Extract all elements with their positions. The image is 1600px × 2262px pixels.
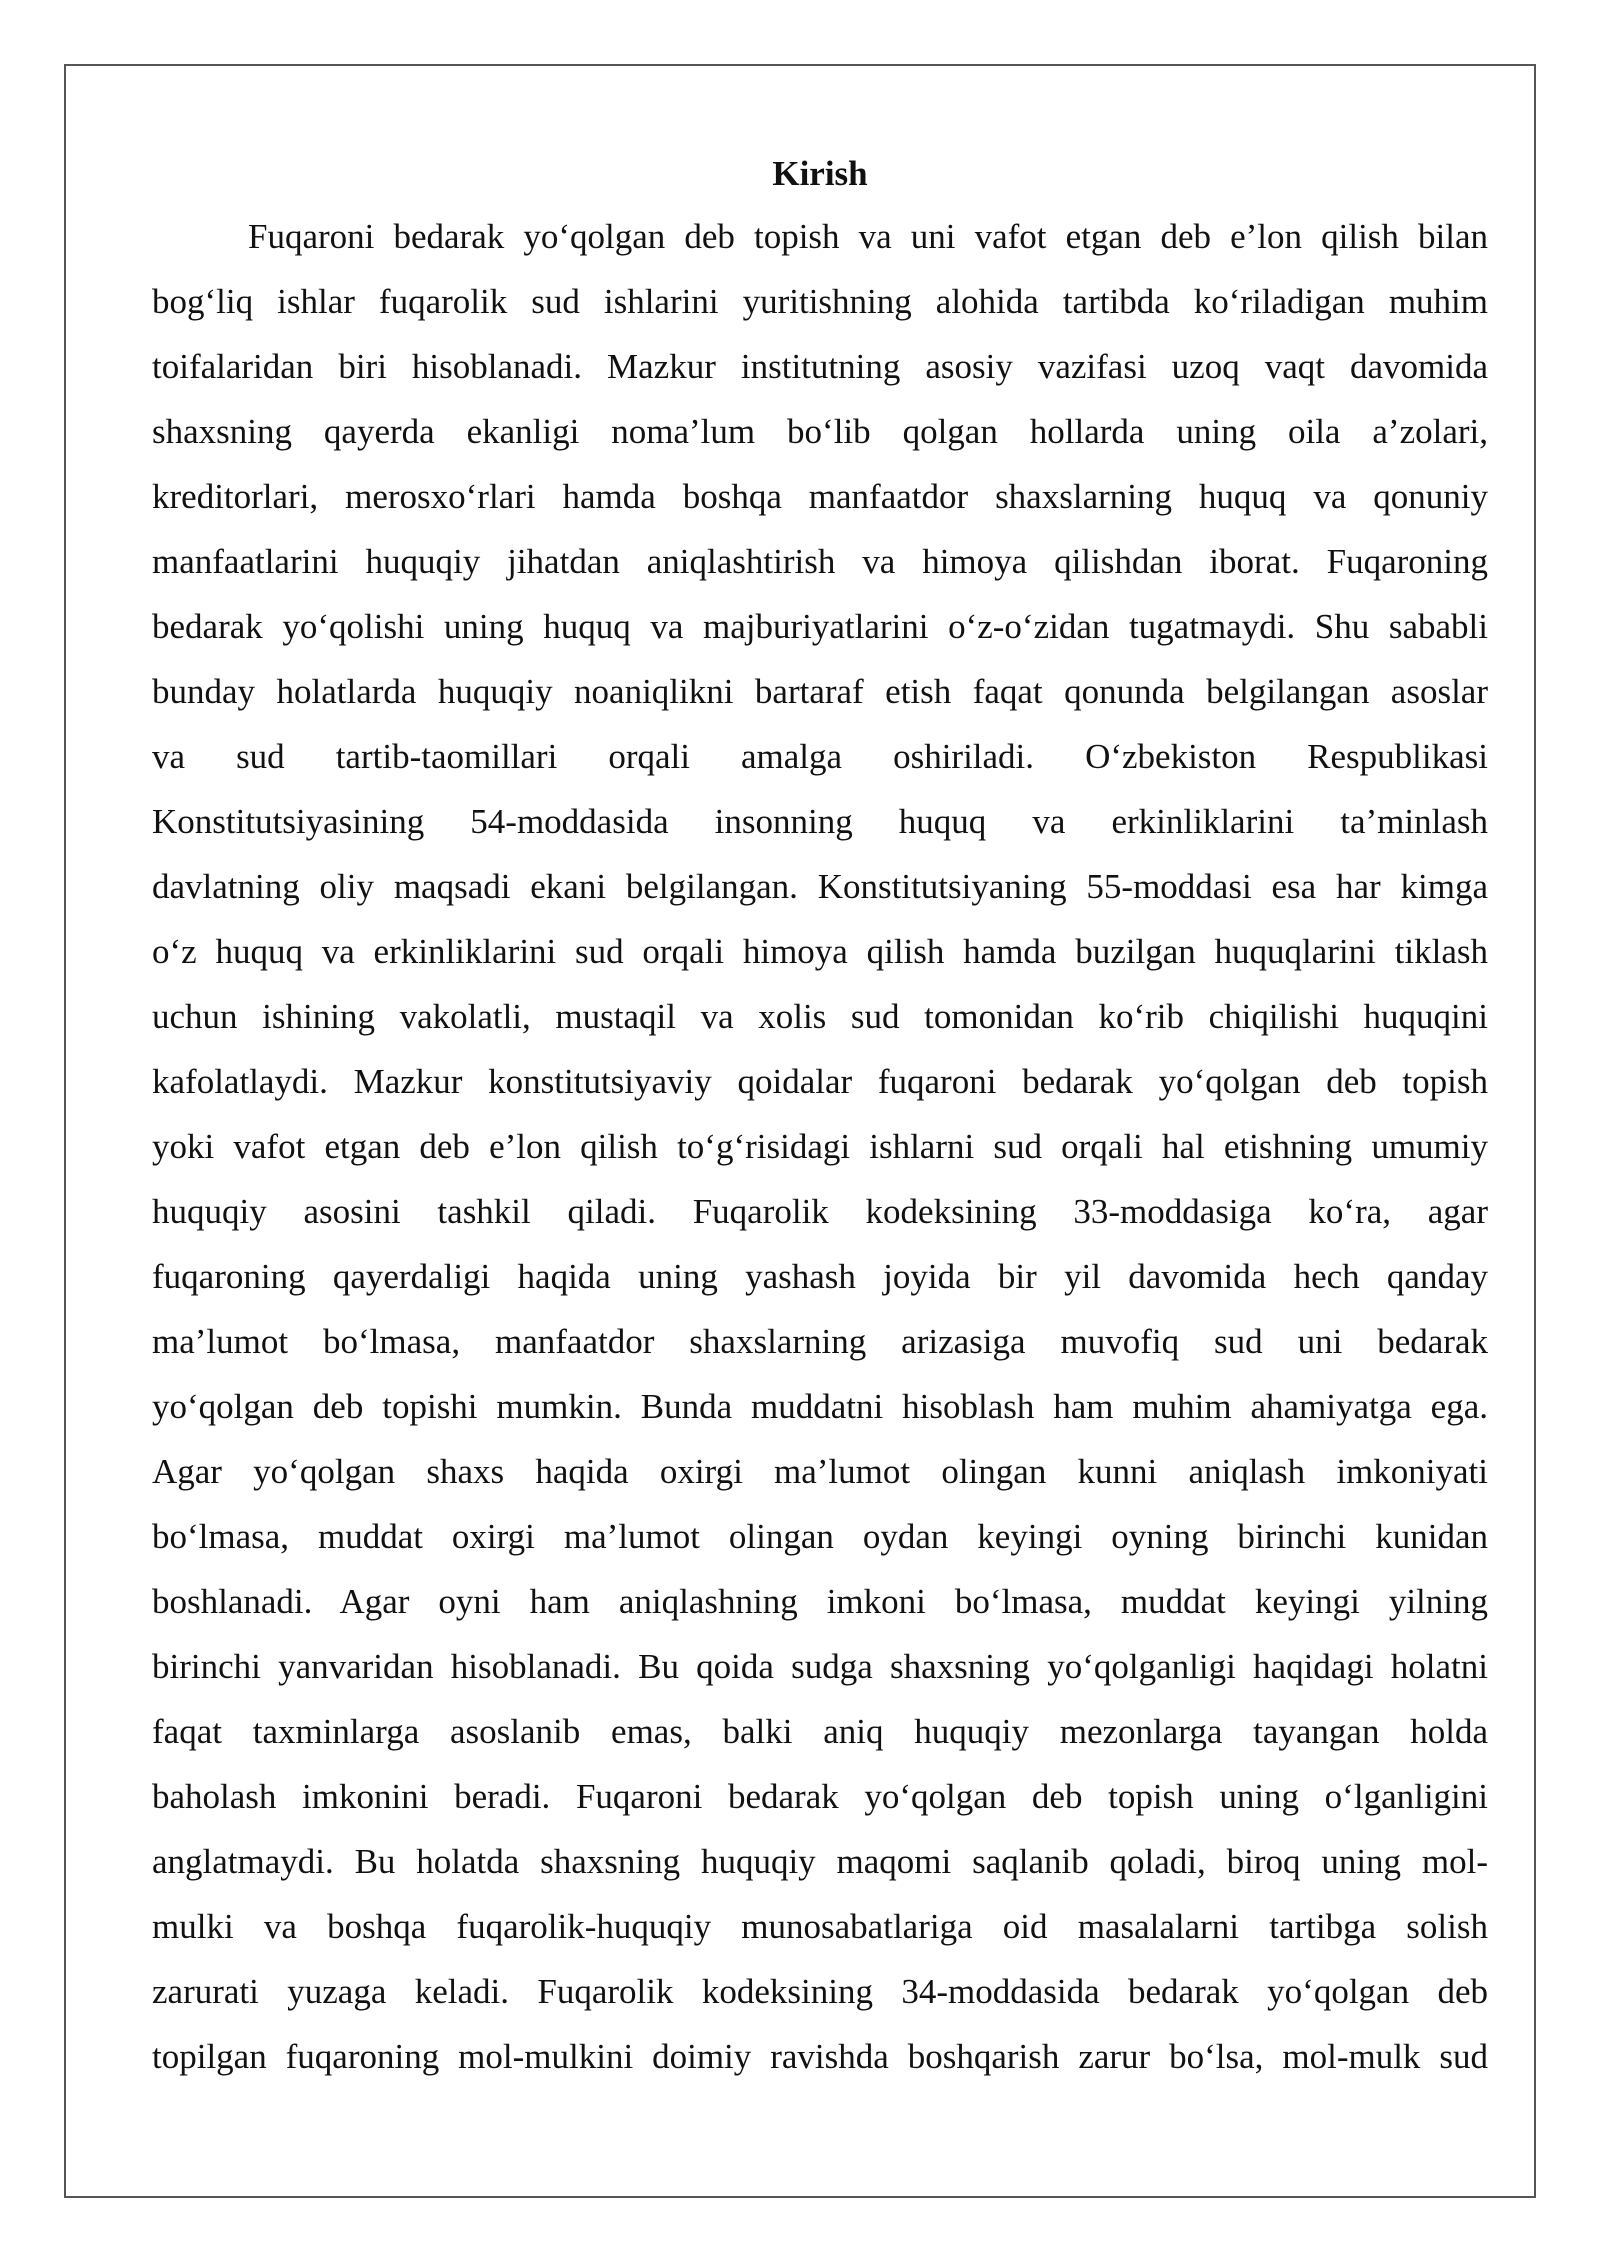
text-line: ma’lumot bo‘lmasa, manfaatdor shaxslarning arizasiga muvofiq sud uni bedarak: [152, 1322, 1488, 1361]
text-line: kafolatlaydi. Mazkur konstitutsiyaviy qoidalar fuqaroni bedarak yo‘qolgan deb topish: [152, 1062, 1488, 1101]
text-line: yoki vafot etgan deb e’lon qilish to‘g‘risidagi ishlarni sud orqali hal etishning umumiy: [152, 1127, 1488, 1166]
text-line: bunday holatlarda huquqiy noaniqlikni bartaraf etish faqat qonunda belgilangan asoslar: [152, 672, 1488, 711]
text-line: bo‘lmasa, muddat oxirgi ma’lumot olingan oydan keyingi oyning birinchi kunidan: [152, 1517, 1488, 1556]
text-line: boshlanadi. Agar oyni ham aniqlashning imkoni bo‘lmasa, muddat keyingi yilning: [152, 1582, 1488, 1621]
document-body: [152, 144, 1488, 2089]
text-line: faqat taxminlarga asoslanib emas, balki aniq huquqiy mezonlarga tayangan holda: [152, 1712, 1488, 1751]
text-line: va sud tartib-taomillari orqali amalga oshiriladi. O‘zbekiston Respublikasi: [152, 737, 1488, 776]
text-line: shaxsning qayerda ekanligi noma’lum bo‘lib qolgan hollarda uning oila a’zolari,: [152, 412, 1488, 451]
text-line: fuqaroning qayerdaligi haqida uning yashash joyida bir yil davomida hech qanday: [152, 1257, 1488, 1296]
paragraph: [152, 204, 1488, 2089]
text-line: topilgan fuqaroning mol-mulkini doimiy ravishda boshqarish zarur bo‘lsa, mol-mulk sud: [152, 2037, 1488, 2076]
text-line: birinchi yanvaridan hisoblanadi. Bu qoida sudga shaxsning yo‘qolganligi haqidagi holatni: [152, 1647, 1488, 1686]
page-title: Kirish: [772, 154, 868, 193]
text-line: toifalaridan biri hisoblanadi. Mazkur institutning asosiy vazifasi uzoq vaqt davomida: [152, 347, 1488, 386]
text-line: bedarak yo‘qolishi uning huquq va majburiyatlarini o‘z-o‘zidan tugatmaydi. Shu sababli: [152, 607, 1488, 646]
text-line: mulki va boshqa fuqarolik-huquqiy munosabatlariga oid masalalarni tartibga solish: [152, 1907, 1488, 1946]
text-line: huquqiy asosini tashkil qiladi. Fuqarolik kodeksining 33-moddasiga ko‘ra, agar: [152, 1192, 1488, 1231]
text-line: Fuqaroni bedarak yo‘qolgan deb topish va uni vafot etgan deb e’lon qilish bilan: [248, 217, 1488, 256]
text-line: uchun ishining vakolatli, mustaqil va xolis sud tomonidan ko‘rib chiqilishi huquqini: [152, 997, 1488, 1036]
text-line: Agar yo‘qolgan shaxs haqida oxirgi ma’lumot olingan kunni aniqlash imkoniyati: [152, 1452, 1488, 1491]
text-line: manfaatlarini huquqiy jihatdan aniqlashtirish va himoya qilishdan iborat. Fuqaroning: [152, 542, 1488, 581]
text-line: zarurati yuzaga keladi. Fuqarolik kodeksining 34-moddasida bedarak yo‘qolgan deb: [152, 1972, 1488, 2011]
text-line: anglatmaydi. Bu holatda shaxsning huquqiy maqomi saqlanib qoladi, biroq uning mol-: [152, 1842, 1488, 1881]
text-line: Konstitutsiyasining 54-moddasida insonning huquq va erkinliklarini ta’minlash: [152, 802, 1488, 841]
text-line: kreditorlari, merosxo‘rlari hamda boshqa manfaatdor shaxslarning huquq va qonuniy: [152, 477, 1488, 516]
text-line: yo‘qolgan deb topishi mumkin. Bunda muddatni hisoblash ham muhim ahamiyatga ega.: [152, 1387, 1488, 1426]
text-line: o‘z huquq va erkinliklarini sud orqali himoya qilish hamda buzilgan huquqlarini tiklash: [152, 932, 1488, 971]
text-line: davlatning oliy maqsadi ekani belgilangan. Konstitutsiyaning 55-moddasi esa har kimga: [152, 867, 1488, 906]
text-line: bog‘liq ishlar fuqarolik sud ishlarini yuritishning alohida tartibda ko‘riladigan muhim: [152, 282, 1488, 321]
text-line: baholash imkonini beradi. Fuqaroni bedarak yo‘qolgan deb topish uning o‘lganligini: [152, 1777, 1488, 1816]
